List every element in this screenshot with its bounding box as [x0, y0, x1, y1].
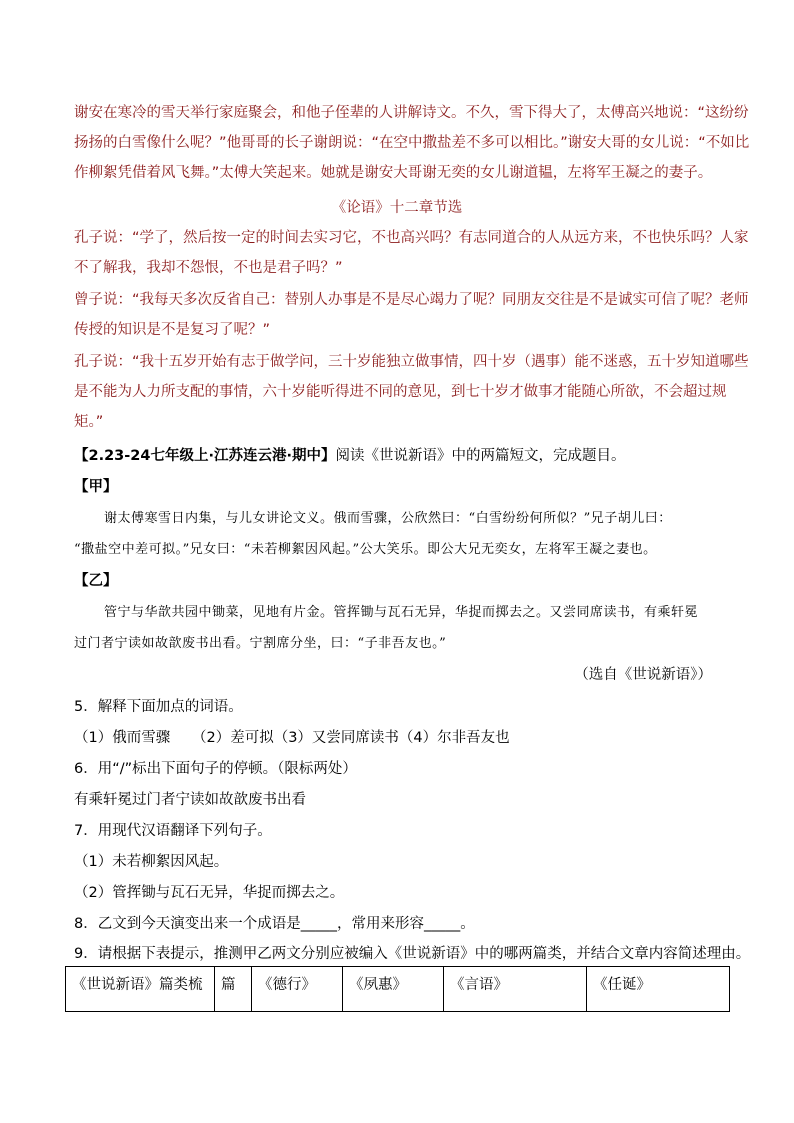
source-note: （选自《世说新语》） — [574, 667, 712, 683]
yi-label: 【乙】 — [74, 573, 118, 589]
lunyu-title: 《论语》十二章节选 — [331, 200, 463, 216]
translation-line: 谢安在寒冷的雪天举行家庭聚会，和他子侄辈的人讲解诗文。不久，雪下得大了，太傅高兴地说：“这纷纷 — [74, 105, 749, 121]
question-item: 8．乙文到今天演变出来一个成语是_____，常用来形容_____。 — [74, 916, 475, 932]
table-cell: 《言语》 — [444, 967, 587, 1012]
question-item: （1）俄而雪骤 （2）差可拟（3）又尝同席读书（4）尔非吾友也 — [74, 730, 510, 746]
question-prompt: 阅读《世说新语》中的两篇短文，完成题目。 — [335, 448, 626, 464]
lunyu-line: 不了解我，我却不怨恨，不也是君子吗？” — [74, 260, 343, 276]
lunyu-line: 矩。” — [74, 414, 104, 430]
jia-text-line: 谢太傅寒雪日内集，与儿女讲论文义。俄而雪骤，公欣然曰：“白雪纷纷何所似？”兄子胡儿曰： — [104, 511, 672, 526]
question-item: 7．用现代汉语翻译下列句子。 — [74, 823, 272, 839]
jia-text-line: “撒盐空中差可拟。”兄女曰：“未若柳絮因风起。”公大笑乐。即公大兄无奕女，左将军王凝之妻也。 — [74, 542, 657, 557]
table-cell: 篇 — [215, 967, 252, 1012]
jia-label: 【甲】 — [74, 479, 118, 495]
translation-line: 作柳絮凭借着风飞舞。”太傅大笑起来。她就是谢安大哥谢无奕的女儿谢道韫，左将军王凝之的妻子。 — [74, 165, 713, 181]
question-item: 有乘轩冕过门者宁读如故歆废书出看 — [74, 792, 306, 808]
lunyu-line: 传授的知识是不是复习了呢？” — [74, 322, 271, 338]
question-header — [74, 446, 626, 466]
table-cell: 《任诞》 — [587, 967, 730, 1012]
question-item: 9．请根据下表提示，推测甲乙两文分别应被编入《世说新语》中的哪两篇类，并结合文章内容简述理由。 — [74, 946, 751, 962]
lunyu-line: 是不能为人力所支配的事情，六十岁能听得进不同的意见，到七十岁才做事才能随心所欲，不会超过规 — [74, 384, 727, 400]
table-cell: 《德行》 — [252, 967, 343, 1012]
table-cell: 《世说新语》篇类梳 — [66, 967, 215, 1012]
yi-text-line: 过门者宁读如故歆废书出看。宁割席分坐，曰：“子非吾友也。” — [74, 636, 447, 651]
table-cell: 《夙惠》 — [343, 967, 444, 1012]
lunyu-line: 曾子说：“我每天多次反省自己：替别人办事是不是尽心竭力了呢？同朋友交往是不是诚实可信了呢？老师 — [74, 292, 749, 308]
category-table — [65, 966, 730, 1012]
question-source: 【2.23-24七年级上·江苏连云港·期中】 — [74, 448, 336, 464]
question-item: 5．解释下面加点的词语。 — [74, 699, 243, 715]
question-item: （1）未若柳絮因风起。 — [74, 854, 229, 870]
translation-line: 扬扬的白雪像什么呢？”他哥哥的长子谢朗说：“在空中撒盐差不多可以相比。”谢安大哥的女儿说：“不如比 — [74, 135, 750, 151]
question-item: 6．用“/”标出下面句子的停顿。（限标两处） — [74, 761, 357, 777]
lunyu-line: 孔子说：“我十五岁开始有志于做学问，三十岁能独立做事情，四十岁（遇事）能不迷惑，五十岁知道哪些 — [74, 354, 749, 370]
question-item: （2）管挥锄与瓦石无异，华捉而掷去之。 — [74, 885, 345, 901]
lunyu-line: 孔子说：“学了，然后按一定的时间去实习它，不也高兴吗？有志同道合的人从远方来，不也快乐吗？人家 — [74, 230, 749, 246]
table-row — [66, 967, 730, 1012]
yi-text-line: 管宁与华歆共园中锄菜，见地有片金。管挥锄与瓦石无异，华捉而掷去之。又尝同席读书，有乘轩冕 — [104, 605, 699, 620]
